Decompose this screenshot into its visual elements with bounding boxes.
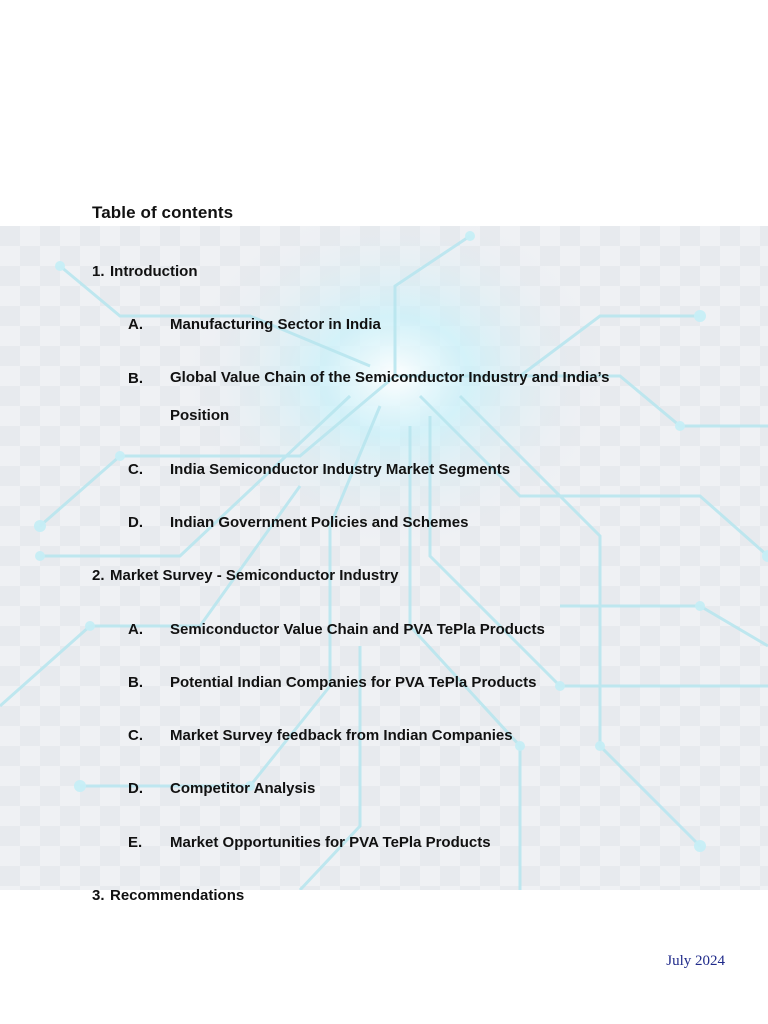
item-label: Competitor Analysis: [170, 780, 316, 797]
toc-section-introduction[interactable]: [92, 263, 197, 280]
toc-item-market-segments[interactable]: [128, 461, 510, 478]
section-number: 1.: [92, 263, 105, 280]
item-letter: C.: [128, 461, 143, 478]
toc-item-potential-companies[interactable]: [128, 674, 536, 691]
toc-item-survey-feedback[interactable]: [128, 727, 513, 744]
item-letter: C.: [128, 727, 143, 744]
section-label: Market Survey - Semiconductor Industry: [110, 567, 399, 584]
item-label: Potential Indian Companies for PVA TePla Products: [170, 674, 537, 691]
item-letter: D.: [128, 780, 143, 797]
toc-item-competitor-analysis[interactable]: [128, 780, 315, 797]
toc-item-value-chain-products[interactable]: [128, 621, 545, 638]
section-label: Introduction: [110, 263, 198, 280]
circuit-traces-icon: [0, 226, 768, 890]
toc-item-government-policies[interactable]: [128, 514, 468, 531]
item-label: Market Survey feedback from Indian Companies: [170, 727, 513, 744]
item-label: Semiconductor Value Chain and PVA TePla Products: [170, 621, 545, 638]
item-label: India Semiconductor Industry Market Segments: [170, 461, 511, 478]
toc-item-global-value-chain[interactable]: [128, 370, 640, 435]
item-letter: D.: [128, 514, 143, 531]
footer-date: July 2024: [666, 953, 725, 969]
item-letter: B.: [128, 370, 143, 387]
item-label: Market Opportunities for PVA TePla Products: [170, 834, 491, 851]
item-letter: B.: [128, 674, 143, 691]
toc-section-recommendations[interactable]: [92, 887, 244, 904]
item-label: Global Value Chain of the Semiconductor Industry and India’s Position: [170, 369, 610, 424]
item-label: Manufacturing Sector in India: [170, 316, 381, 333]
item-letter: A.: [128, 621, 143, 638]
toc-heading: Table of contents: [92, 203, 234, 222]
item-letter: A.: [128, 316, 143, 333]
toc-section-market-survey[interactable]: [92, 567, 398, 584]
item-letter: E.: [128, 834, 143, 851]
item-label: Indian Government Policies and Schemes: [170, 514, 469, 531]
toc-item-manufacturing-sector[interactable]: [128, 316, 381, 333]
section-number: 3.: [92, 887, 105, 904]
section-number: 2.: [92, 567, 105, 584]
circuit-board-background-image: [0, 226, 768, 890]
section-label: Recommendations: [110, 887, 245, 904]
toc-item-market-opportunities[interactable]: [128, 834, 491, 851]
